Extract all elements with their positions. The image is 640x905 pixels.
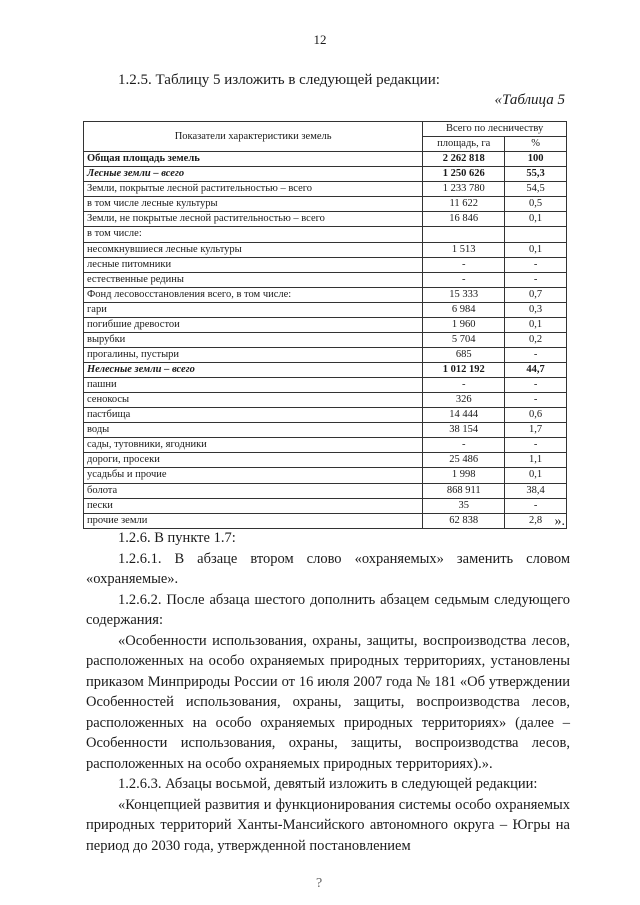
row-percent: 54,5 [505,182,567,197]
row-area: - [423,438,505,453]
row-area: 1 233 780 [423,182,505,197]
row-area: 35 [423,498,505,513]
row-label: лесные питомники [84,257,423,272]
row-label: сенокосы [84,393,423,408]
row-percent: 0,2 [505,332,567,347]
row-label: болота [84,483,423,498]
row-label: гари [84,302,423,317]
table-row [84,393,567,408]
row-percent: 2,8 [505,513,567,528]
row-area: - [423,378,505,393]
row-area: 6 984 [423,302,505,317]
land-characteristics-table [83,121,567,529]
row-percent: 1,1 [505,453,567,468]
row-label: прогалины, пустыри [84,347,423,362]
paragraph: «Особенности использования, охраны, защиты, воспроизводства лесов, расположенных на особо охраняемых природных территориях, установлены приказом Минприроды России от 16 июля 2007 года № 181 «Об утверждении Особенностей использования, охраны, защиты, воспроизводства лесов, расположенных на особо охраняемых природных территориях» (далее – Особенности использования, охраны, защиты, воспроизводства лесов, расположенных на особо охраняемых природных территориях).». [86,632,570,772]
table-row [84,363,567,378]
row-percent: - [505,272,567,287]
row-label: Общая площадь земель [84,152,423,167]
row-area: 1 998 [423,468,505,483]
row-area: - [423,257,505,272]
row-label: воды [84,423,423,438]
row-percent: 38,4 [505,483,567,498]
row-percent: 0,1 [505,468,567,483]
paragraph: 1.2.6.1. В абзаце втором слово «охраняемых» заменить словом «охраняемые». [86,550,570,587]
paragraph: 1.2.6.3. Абзацы восьмой, девятый изложить в следующей редакции: [118,776,538,792]
row-area: 1 250 626 [423,167,505,182]
table-row [84,408,567,423]
row-label: усадьбы и прочие [84,468,423,483]
row-percent: - [505,378,567,393]
table-label: «Таблица 5 [494,92,565,108]
table-row [84,302,567,317]
section-heading: 1.2.5. Таблицу 5 изложить в следующей редакции: [118,72,440,88]
row-percent: 0,7 [505,287,567,302]
page-number: 12 [313,32,327,47]
row-area: 5 704 [423,332,505,347]
row-label: в том числе лесные культуры [84,197,423,212]
table-row [84,197,567,212]
row-percent: - [505,438,567,453]
paragraph: 1.2.6. В пункте 1.7: [118,530,236,546]
row-percent: - [505,347,567,362]
row-area: 62 838 [423,513,505,528]
table-body [84,152,567,529]
row-label: погибшие древостои [84,317,423,332]
table-row [84,272,567,287]
table-closing-quote: ». [554,514,565,529]
table-row [84,438,567,453]
row-percent: 0,5 [505,197,567,212]
table-row [84,453,567,468]
header-total: Всего по лесничеству [423,122,567,137]
row-percent: 55,3 [505,167,567,182]
row-label: Земли, покрытые лесной растительностью – всего [84,182,423,197]
body-text [86,528,570,856]
row-label: в том числе: [84,227,423,242]
row-percent: 0,6 [505,408,567,423]
row-area: 685 [423,347,505,362]
table-row [84,182,567,197]
table-row [84,167,567,182]
page-mark: ? [316,876,323,891]
row-area: 326 [423,393,505,408]
table-row [84,378,567,393]
row-area: 2 262 818 [423,152,505,167]
row-label: Земли, не покрытые лесной растительностью – всего [84,212,423,227]
row-label: вырубки [84,332,423,347]
row-area: 14 444 [423,408,505,423]
row-area: 1 012 192 [423,363,505,378]
row-area: 1 513 [423,242,505,257]
row-label: естественные редины [84,272,423,287]
row-label: Лесные земли – всего [84,167,423,182]
table-row [84,317,567,332]
table-row [84,212,567,227]
row-percent: 1,7 [505,423,567,438]
table-row [84,498,567,513]
table-row [84,242,567,257]
row-area: 25 486 [423,453,505,468]
row-area: 1 960 [423,317,505,332]
table-row [84,287,567,302]
row-area: - [423,272,505,287]
row-percent: 100 [505,152,567,167]
header-indicator: Показатели характеристики земель [84,122,423,152]
row-label: Фонд лесовосстановления всего, в том числе: [84,287,423,302]
row-label: пашни [84,378,423,393]
paragraph: «Концепцией развития и функционирования системы особо охраняемых природных территорий Ханты-Мансийского автономного округа – Югры на период до 2030 года, утвержденной постановлением [86,796,570,854]
row-percent: - [505,393,567,408]
table-row [84,152,567,167]
header-area: площадь, га [423,137,505,152]
row-area [423,227,505,242]
table-row [84,468,567,483]
row-percent: 0,1 [505,317,567,332]
row-label: пески [84,498,423,513]
row-percent: 0,1 [505,212,567,227]
paragraph: 1.2.6.2. После абзаца шестого дополнить абзацем седьмым следующего содержания: [86,591,570,628]
row-area: 38 154 [423,423,505,438]
row-percent: - [505,257,567,272]
row-label: прочие земли [84,513,423,528]
table-row [84,513,567,528]
table-row [84,483,567,498]
row-label: сады, тутовники, ягодники [84,438,423,453]
row-label: Нелесные земли – всего [84,363,423,378]
header-percent: % [505,137,567,152]
row-area: 15 333 [423,287,505,302]
table-row [84,347,567,362]
row-percent: 44,7 [505,363,567,378]
row-area: 16 846 [423,212,505,227]
row-label: пастбища [84,408,423,423]
row-area: 11 622 [423,197,505,212]
table-row [84,423,567,438]
row-label: несомкнувшиеся лесные культуры [84,242,423,257]
table-row [84,227,567,242]
table-row [84,257,567,272]
row-percent: - [505,498,567,513]
row-area: 868 911 [423,483,505,498]
row-percent: 0,1 [505,242,567,257]
row-percent [505,227,567,242]
row-percent: 0,3 [505,302,567,317]
table-row [84,332,567,347]
row-label: дороги, просеки [84,453,423,468]
